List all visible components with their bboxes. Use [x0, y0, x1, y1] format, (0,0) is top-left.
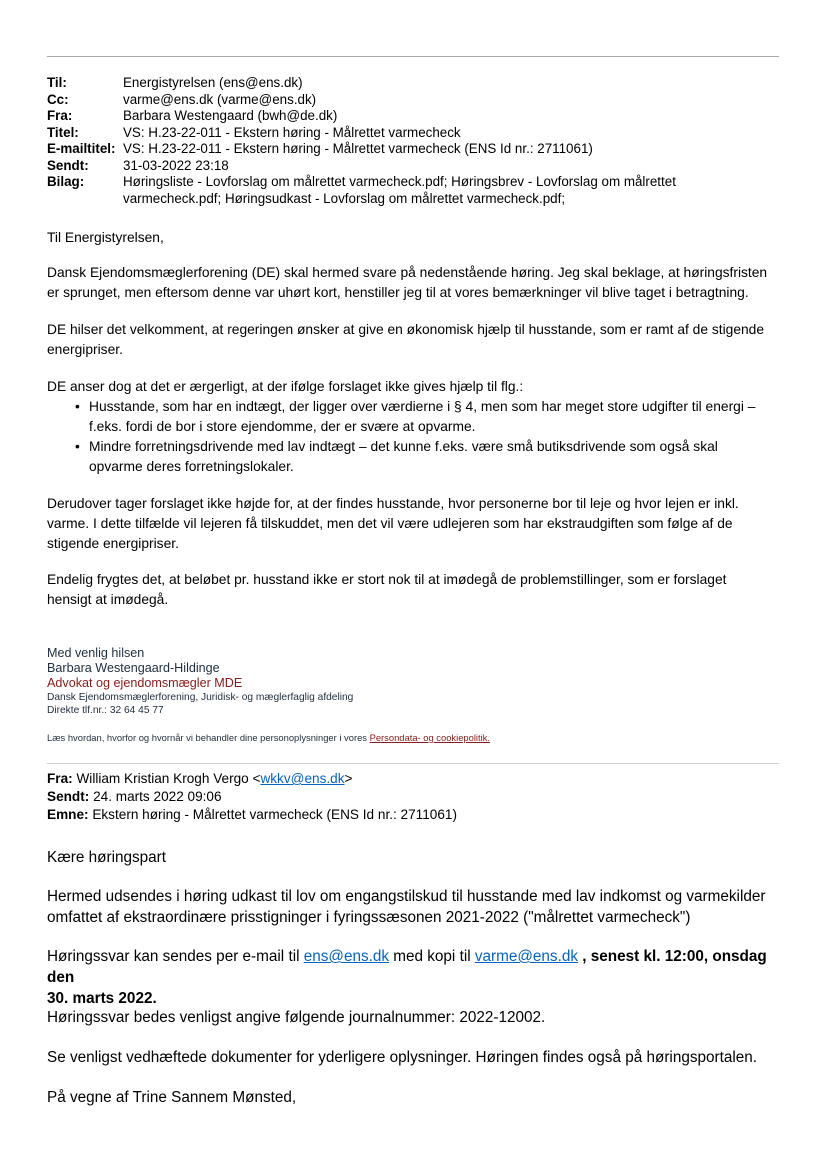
sent-label: Sendt: — [47, 157, 89, 173]
reply-bullet-list — [47, 397, 787, 477]
reply-paragraph-4: Derudover tager forslaget ikke højde for, at der findes husstande, hvor personerne bor til leje og hvor lejen er inkl. varme. I dette tilfælde vil lejeren få tilskuddet, men det vil være udlejeren som har ekstraudgiften som følge af de stigende energipriser. — [47, 496, 739, 551]
email-title-label: E-mailtitel: — [47, 141, 116, 156]
forward-divider — [47, 763, 779, 764]
email-title-value: VS: H.23-22-011 - Ekstern høring - Målrettet varmecheck (ENS Id nr.: 2711061) — [123, 141, 593, 156]
reply-paragraph-3: DE anser dog at det er ærgerligt, at der ifølge forslaget ikke gives hjælp til flg.: — [47, 379, 524, 394]
top-divider — [47, 56, 779, 57]
cc-label: Cc: — [47, 91, 69, 107]
reply-paragraph-5: Endelig frygtes det, at beløbet pr. husstand ikke er stort nok til at imødegå de problemstillinger, som er forslaget hensigt at imødegå. — [47, 572, 727, 607]
signature — [47, 646, 353, 717]
to-value: Energistyrelsen (ens@ens.dk) — [123, 75, 303, 90]
list-item: • Mindre forretningsdrivende med lav indtægt – det kunne f.eks. være små butiksdrivende som også skal opvarme deres forretningslokaler. — [47, 437, 787, 477]
attachments-line-1: Høringsliste - Lovforslag om målrettet varmecheck.pdf; Høringsbrev - Lovforslag om målrettet — [123, 174, 676, 189]
reply-paragraph-1: Dansk Ejendomsmæglerforening (DE) skal hermed svare på nedenstående høring. Jeg skal beklage, at høringsfristen er sprunget, men eftersom denne var uhørt kort, henstiller jeg til at vores bemærkninger vil blive taget i betragtning. — [47, 265, 768, 300]
reply-greeting: Til Energistyrelsen, — [47, 230, 164, 245]
privacy-policy-link[interactable]: Persondata- og cookiepolitik. — [369, 732, 490, 743]
email-header — [47, 75, 787, 207]
original-greeting: Kære høringspart — [47, 849, 167, 866]
varme-email-link[interactable]: varme@ens.dk — [474, 948, 578, 965]
attachments-label: Bilag: — [47, 174, 85, 189]
signature-phone: Direkte tlf.nr.: 32 64 45 77 — [47, 705, 164, 716]
to-label: Til: — [47, 75, 67, 90]
list-item: • Husstande, som har en indtægt, der ligger over værdierne i § 4, men som har meget store udgifter til energi – f.eks. fordi de bor i store ejendomme, der er svære at opvarme. — [47, 397, 787, 437]
privacy-text: Læs hvordan, hvorfor og hvornår vi behandler dine personoplysninger i vores — [47, 732, 370, 743]
reply-paragraph-2: DE hilser det velkomment, at regeringen ønsker at give en økonomisk hjælp til husstande, som er ramt af de stigende energipriser. — [47, 322, 765, 357]
attachments-value — [123, 174, 787, 207]
sender-email-link[interactable]: wkkv@ens.dk — [260, 771, 345, 786]
signature-role: Advokat og ejendomsmægler MDE — [47, 676, 243, 690]
title-value: VS: H.23-22-011 - Ekstern høring - Målrettet varmecheck — [123, 124, 461, 140]
original-paragraph-4: Se venligst vedhæftede dokumenter for yderligere oplysninger. Høringen findes også på høringsportalen. — [47, 1049, 758, 1066]
privacy-notice — [47, 732, 490, 743]
forwarded-from: Fra: William Kristian Krogh Vergo <wkkv@ens.dk> — [47, 771, 353, 786]
original-paragraph-5: På vegne af Trine Sannem Mønsted, — [47, 1089, 297, 1106]
sent-value: 31-03-2022 23:18 — [123, 157, 229, 173]
cc-value: varme@ens.dk (varme@ens.dk) — [123, 91, 317, 107]
original-paragraph-3: Høringssvar bedes venligst angive følgende journalnummer: 2022-12002. — [47, 1009, 546, 1026]
signature-org: Dansk Ejendomsmæglerforening, Juridisk- og mæglerfaglig afdeling — [47, 692, 354, 703]
original-paragraph-2: Høringssvar kan sendes per e-mail til ens@ens.dk med kopi til varme@ens.dk , senest kl. 12:00, onsdag den 30. marts 2022. — [47, 948, 767, 1007]
forwarded-header — [47, 770, 457, 824]
forwarded-sent: Sendt: 24. marts 2022 09:06 — [47, 789, 222, 804]
signature-closing: Med venlig hilsen — [47, 646, 145, 660]
signature-name: Barbara Westengaard-Hildinge — [47, 661, 220, 675]
attachments-line-2: varmecheck.pdf; Høringsudkast - Lovforslag om målrettet varmecheck.pdf; — [123, 190, 566, 206]
original-paragraph-1: Hermed udsendes i høring udkast til lov om engangstilskud til husstande med lav indkomst og varmekilder omfattet af ekstraordinære prisstigninger i fyringssæsonen 2021-2022 ("målrettet varmecheck") — [47, 888, 766, 926]
from-value: Barbara Westengaard (bwh@de.dk) — [123, 108, 338, 123]
ens-email-link[interactable]: ens@ens.dk — [303, 948, 390, 965]
title-label: Titel: — [47, 124, 79, 140]
forwarded-subject: Emne: Ekstern høring - Målrettet varmecheck (ENS Id nr.: 2711061) — [47, 807, 457, 822]
from-label: Fra: — [47, 108, 73, 123]
